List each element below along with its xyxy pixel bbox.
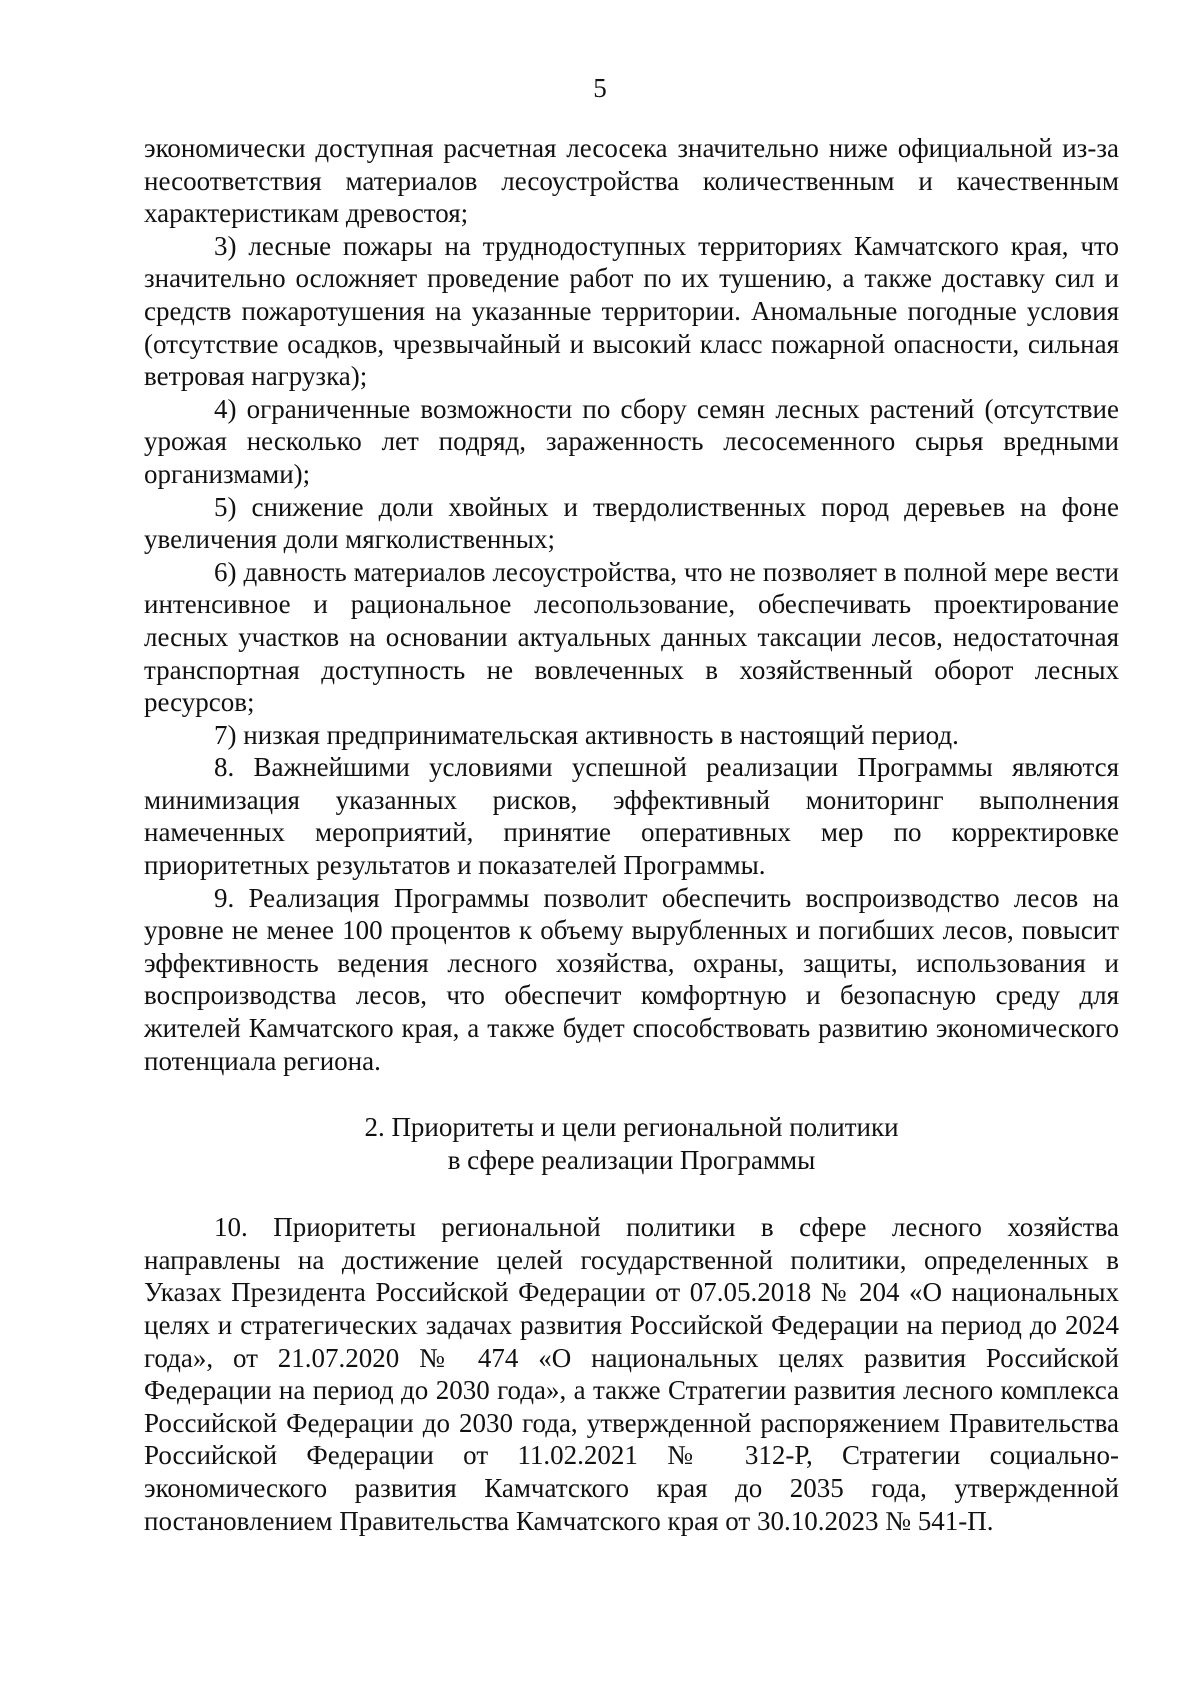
paragraph-risk-4: 4) ограниченные возможности по сбору семян лесных растений (отсутствие урожая несколько лет подряд, зараженность лесосеменного сырья вредными организмами); xyxy=(144,393,1119,489)
section-heading-line-1: 2. Приоритеты и цели региональной политики xyxy=(364,1112,899,1143)
paragraph-risk-6: 6) давность материалов лесоустройства, что не позволяет в полной мере вести интенсивное и рациональное лесопользование, обеспечивать проектирование лесных участков на основании актуальных данных таксации лесов, недостаточная транспортная доступность не вовлеченных в хозяйственный оборот лесных ресурсов; xyxy=(144,556,1119,718)
paragraph-item-10: 10. Приоритеты региональной политики в сфере лесного хозяйства направлены на достижение целей государственной политики, определенных в Указах Президента Российской Федерации от 07.05.2018 № 204 «О национальных целях и стратегических задачах развития Российской Федерации на период до 2024 года», от 21.07.2020 № 474 «О национальных целях развития Российской Федерации на период до 2030 года», а также Стратегии развития лесного комплекса Российской Федерации до 2030 года, утвержденной распоряжением Правительства Российской Федерации от 11.02.2021 № 312-Р, Стратегии социально-экономического развития Камчатского края до 2035 года, утвержденной постановлением Правительства Камчатского края от 30.10.2023 № 541-П. xyxy=(144,1212,1119,1536)
paragraph-risk-5: 5) снижение доли хвойных и твердолиственных пород деревьев на фоне увеличения доли мягколиственных; xyxy=(144,491,1119,555)
document-body xyxy=(144,132,1119,1537)
page-number: 5 xyxy=(593,73,607,103)
section-heading xyxy=(144,1111,1119,1177)
paragraph-item-8: 8. Важнейшими условиями успешной реализации Программы являются минимизация указанных рисков, эффективный мониторинг выполнения намеченных мероприятий, принятие оперативных мер по корректировке приоритетных результатов и показателей Программы. xyxy=(144,752,1119,881)
paragraph-continuation: экономически доступная расчетная лесосека значительно ниже официальной из-за несоответствия материалов лесоустройства количественным и качественным характеристикам древостоя; xyxy=(144,133,1119,229)
paragraph-risk-7: 7) низкая предпринимательская активность в настоящий период. xyxy=(214,719,959,750)
paragraph-risk-3: 3) лесные пожары на труднодоступных территориях Камчатского края, что значительно осложняет проведение работ по их тушению, а также доставку сил и средств пожаротушения на указанные территории. Аномальные погодные условия (отсутствие осадков, чрезвычайный и высокий класс пожарной опасности, сильная ветровая нагрузка); xyxy=(144,230,1119,392)
section-heading-line-2: в сфере реализации Программы xyxy=(447,1145,816,1176)
paragraph-item-9: 9. Реализация Программы позволит обеспечить воспроизводство лесов на уровне не менее 100 процентов к объему вырубленных и погибших лесов, повысит эффективность ведения лесного хозяйства, охраны, защиты, использования и воспроизводства лесов, что обеспечит комфортную и безопасную среду для жителей Камчатского края, а также будет способствовать развитию экономического потенциала региона. xyxy=(144,882,1119,1076)
